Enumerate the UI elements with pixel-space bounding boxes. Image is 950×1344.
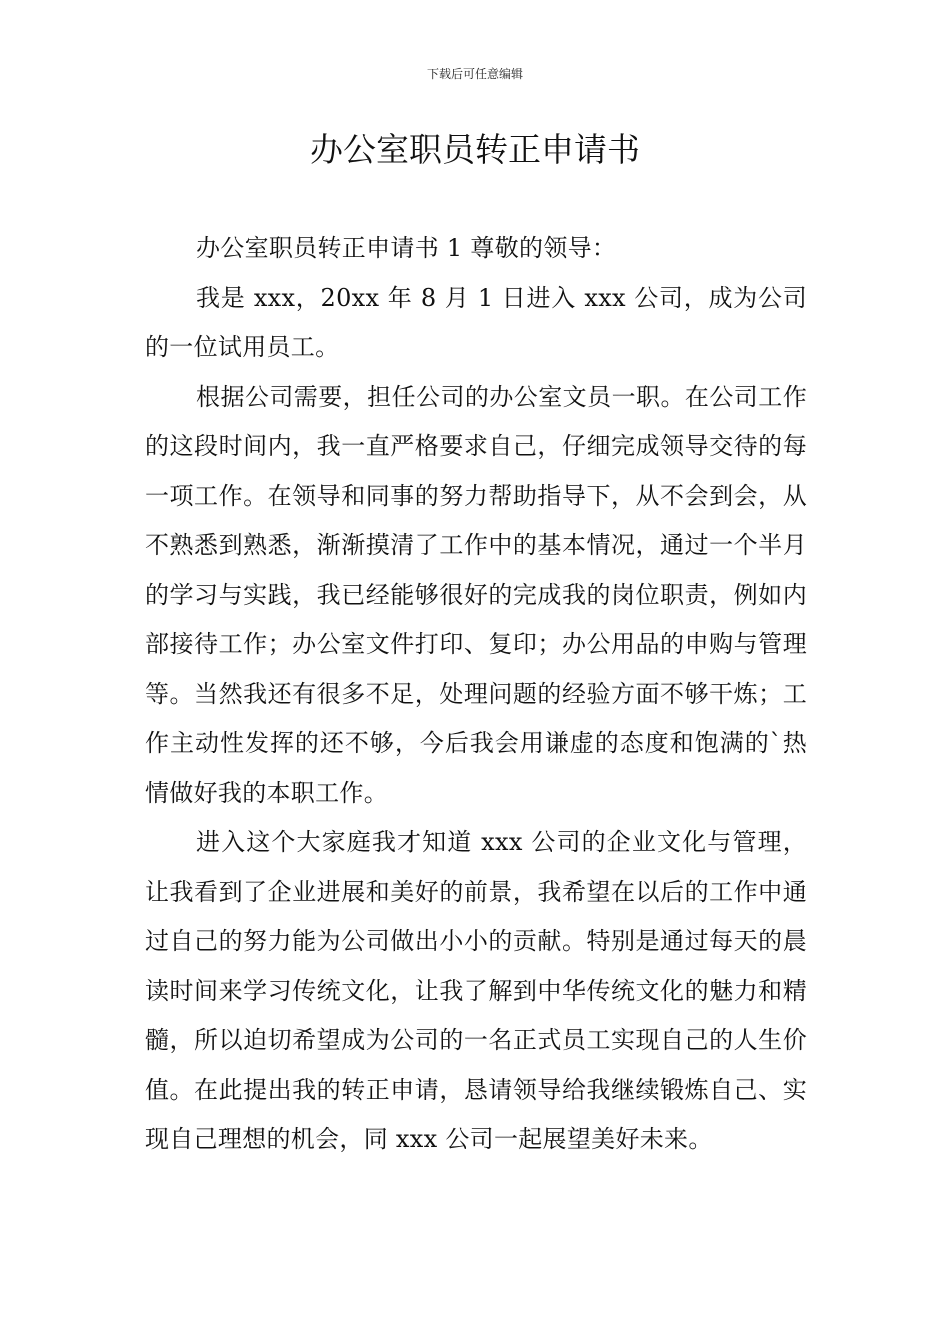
document-title: 办公室职员转正申请书 — [310, 130, 640, 169]
paragraph-request: 进入这个大家庭我才知道 xxx 公司的企业文化与管理，让我看到了企业进展和美好的前景，我希望在以后的工作中通过自己的努力能为公司做出小小的贡献。特别是通过每天的晨读时间来学习传统文化，让我了解到中华传统文化的魅力和精髓，所以迫切希望成为公司的一名正式员工实现自己的人生价值。在此提出我的转正申请，恳请领导给我继续锻炼自己、实现自己理想的机会，同 xxx 公司一起展望美好未来。 — [145, 828, 807, 1153]
header-note: 下载后可任意编辑 — [426, 67, 523, 81]
paragraph-work-summary: 根据公司需要，担任公司的办公室文员一职。在公司工作的这段时间内，我一直严格要求自己，仔细完成领导交待的每一项工作。在领导和同事的努力帮助指导下，从不会到会，从不熟悉到熟悉，渐渐摸清了工作中的基本情况，通过一个半月的学习与实践，我已经能够很好的完成我的岗位职责，例如内部接待工作；办公室文件打印、复印；办公用品的申购与管理等。当然我还有很多不足，处理问题的经验方面不够干炼；工作主动性发挥的还不够，今后我会用谦虚的态度和饱满的`热情做好我的本职工作。 — [145, 382, 807, 807]
paragraph-introduction: 我是 xxx，20xx 年 8 月 1 日进入 xxx 公司，成为公司的一位试用员工。 — [145, 283, 807, 361]
document-body — [145, 224, 807, 1165]
paragraph-salutation: 办公室职员转正申请书 1 尊敬的领导： — [196, 234, 617, 262]
